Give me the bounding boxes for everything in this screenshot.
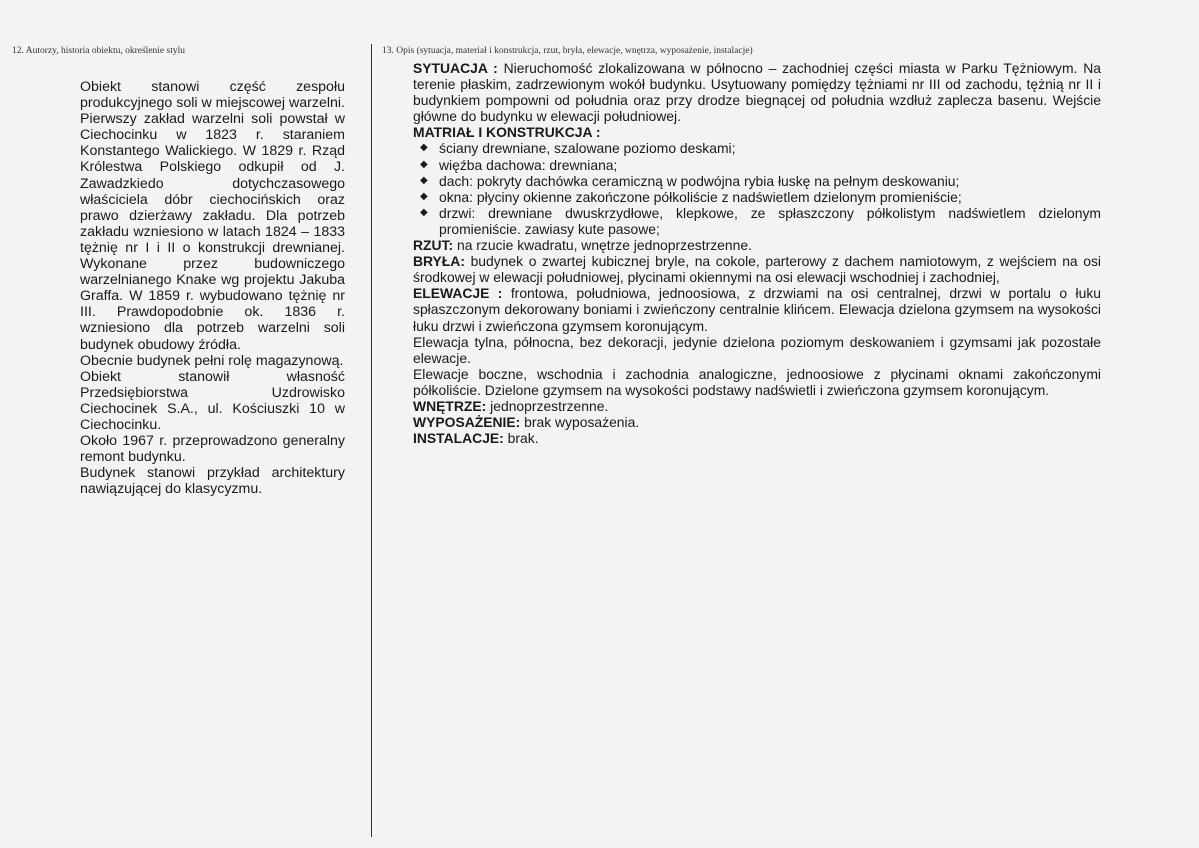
history-paragraph: Około 1967 r. przeprowadzono generalny remont budynku. [80,433,345,466]
bullet-icon: ◆ [420,190,428,202]
plan-paragraph [413,237,1101,253]
rear-elevation-paragraph: Elewacja tylna, północna, bez dekoracji, jedynie dzielona poziomym deskowaniem i gzymsami jak pozostałe elewacje. [413,333,1101,366]
equipment-label: WYPOSAŻENIE: [413,414,521,431]
massing-paragraph [413,253,1101,285]
elevations-text: frontowa, południowa, jednoosiowa, z drzwiami na osi centralnej, drzwi w portalu o łuku spłaszczonym dekorowany boniami i zwieńczony centralnie klińcem. Elewacja dzielona gzymsem na wysokości łuku drzwi i zwieńczona gzymsem koronującym. [413,285,1101,334]
elevations-paragraph [413,285,1101,333]
bullet-icon: ◆ [420,142,428,154]
history-text [80,79,345,497]
bullet-icon: ◆ [420,158,428,170]
history-paragraph: Obecnie budynek pełni rolę magazynową. [80,352,344,369]
side-elevations-paragraph: Elewacje boczne, wschodnia i zachodnia analogiczne, jednoosiowe z płycinami oknami zakończonymi półkoliście. Dzielone gzymsem na wysokości podstawy nadświetli i zwieńczona gzymsem koronującym. [413,365,1101,398]
elevations-label: ELEWACJE : [413,285,503,302]
material-list [413,140,1101,237]
situation-paragraph [413,60,1101,124]
massing-label: BRYŁA: [413,253,465,270]
list-item: ◆ dach: pokryty dachówka ceramiczną w podwójna rybia łuskę na pełnym deskowaniu; [420,172,960,189]
description-text [413,60,1101,446]
installations-label: INSTALACJE: [413,430,504,447]
bullet-icon: ◆ [420,174,428,186]
plan-label: RZUT: [413,237,454,254]
list-item: ◆ ściany drewniane, szalowane poziomo deskami; [420,140,736,157]
material-label: MATRIAŁ I KONSTRUKCJA : [413,124,601,141]
interior-text: jednoprzestrzenne. [490,397,609,414]
history-paragraph: Obiekt stanowi część zespołu produkcyjnego soli w miejscowej warzelni. Pierwszy zakład warzelni soli powstał w Ciechocinku w 1823 r. staraniem Konstantego Walickiego. W 1829 r. Rząd Królestwa Polskiego odkupił od J. Zawadzkiedo dotychczasowego właściciela dóbr ciechocińskich oraz prawo dzierżawy zakładu. Dla potrzeb zakładu wzniesiono w latach 1824 – 1833 tężnię nr I i II o konstrukcji drewnianej. Wykonane przez budowniczego warzelnianego Knake wg projektu Jakuba Graffa. W 1859 r. wybudowano tężnię nr III. Prawdopodobnie ok. 1836 r. wzniesiono dla potrzeb warzelni soli budynek obudowy źródła. [80,79,345,353]
list-item: ◆ drzwi: drewniane dwuskrzydłowe, klepkowe, ze spłaszczony półkolistym nadświetlem dzielonym promieniście. zawiasy kute pasowe; [420,204,1101,237]
situation-text: Nieruchomość zlokalizowana w północno – zachodniej części miasta w Parku Tężniowym. Na terenie płaskim, zadrzewionym wokół budynku. Usytuowany pomiędzy tężniami nr III od zachodu, tężnią nr II i budynkiem pompowni od południa oraz przy drodze biegnącej od południa wzdłuż zaplecza basenu. Wejście główne do budynku w elewacji południowej. [413,60,1101,125]
list-item: ◆ okna: płyciny okienne zakończone półkoliście z nadświetlem dzielonym promieniście; [420,188,962,205]
installations-text: brak. [507,430,539,447]
equipment-text: brak wyposażenia. [524,414,640,431]
column-divider [371,44,372,837]
left-column-heading: 12. Autorzy, historia obiektu, określenie stylu [12,46,185,56]
plan-text: na rzucie kwadratu, wnętrze jednoprzestrzenne. [456,237,752,254]
list-item: ◆ więźba dachowa: drewniana; [420,156,618,173]
bullet-icon: ◆ [420,206,428,218]
right-column-heading: 13. Opis (sytuacja, materiał i konstrukcja, rzut, bryła, elewacje, wnętrza, wyposażenie, instalacje) [382,46,753,56]
history-paragraph: Obiekt stanowił własność Przedsiębiorstwa Uzdrowisko Ciechocinek S.A., ul. Kościuszki 10 w Ciechocinku. [80,368,345,433]
interior-paragraph [413,398,1101,414]
situation-label: SYTUACJA : [413,60,498,76]
massing-text: budynek o zwartej kubicznej bryle, na cokole, parterowy z dachem namiotowym, z wejściem na osi środkowej w elewacji południowej, płycinami okiennymi na osi elewacji wschodniej i zachodniej, [413,253,1102,286]
interior-label: WNĘTRZE: [413,397,487,414]
history-paragraph: Budynek stanowi przykład architektury nawiązującej do klasycyzmu. [80,465,345,498]
equipment-paragraph [413,414,1101,430]
installations-paragraph [413,430,1101,446]
